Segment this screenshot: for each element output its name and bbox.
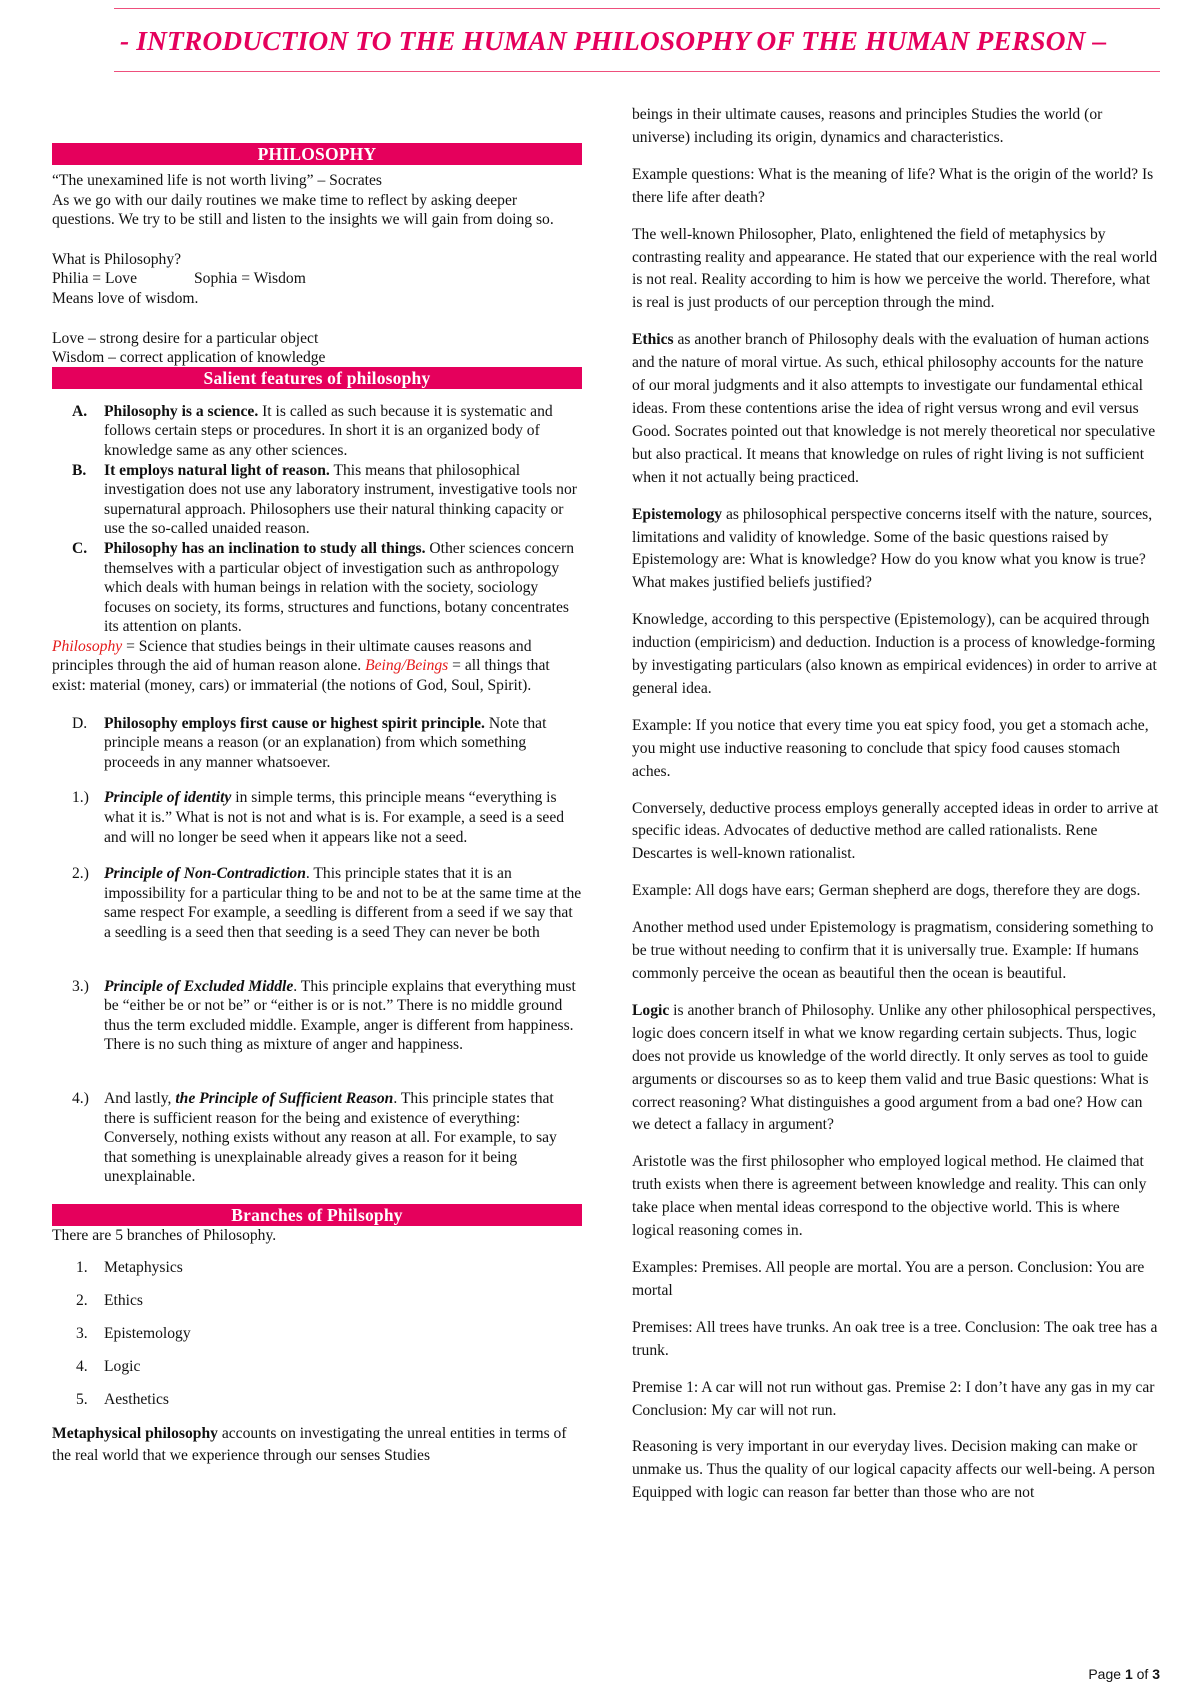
feature-d	[52, 714, 582, 773]
list-item: 4.) And lastly, the Principle of Sufficient Reason. This principle states that there is sufficient reason for the being and existence of everything: Conversely, nothing exists without any reason at all. For example, to say that something is unexplainable already gives a reason for it being unexplainable.	[72, 1089, 557, 1186]
list-item: 2. Ethics	[76, 1291, 143, 1309]
intro-paragraph: As we go with our daily routines we make time to reflect by asking deeper questions. We try to be still and listen to the insights we will gain from doing so.	[52, 191, 554, 229]
left-column	[52, 143, 582, 1468]
section-heading-salient-features: Salient features of philosophy	[52, 367, 582, 389]
paragraph: Reasoning is very important in our everyday lives. Decision making can make or unmake us. Thus the quality of our logical capacity affects our well-being. A person Equipped with logic can reason far better than those who are not	[632, 1438, 1155, 1502]
document-title: - INTRODUCTION TO THE HUMAN PHILOSOPHY OF THE HUMAN PERSON –	[120, 25, 1107, 56]
sophia-term: Sophia = Wisdom	[194, 270, 306, 288]
paragraph: Conversely, deductive process employs generally accepted ideas in order to arrive at specific ideas. Advocates of deductive method are called rationalists. Rene Descartes is well-known rationalist.	[632, 799, 1159, 863]
philosophy-definition: Philosophy = Science that studies beings in their ultimate causes reasons and principles through the aid of human reason alone. Being/Beings = all things that exist: material (money, cars) or immaterial (the notions of God, Soul, Spirit).	[52, 637, 550, 695]
metaphysics-paragraph: Metaphysical philosophy accounts on investigating the unreal entities in terms of the real world that we experience through our senses Studies	[52, 1424, 567, 1465]
list-item: 1.) Principle of identity in simple terms, this principle means “everything is what it is.” What is not is not and what is is. For example, a seed is a seed and will no longer be seed when it appears like not a seed.	[72, 789, 565, 846]
etymology-line	[52, 269, 582, 289]
page-number: Page 1 of 3	[1088, 1666, 1160, 1682]
list-item: 4. Logic	[76, 1357, 141, 1375]
paragraph: Knowledge, according to this perspective (Epistemology), can be acquired through induction (empiricism) and deduction. Induction is a process of knowledge-forming by investigating particulars (also known as empirical evidences) in order to arrive at general idea.	[632, 611, 1157, 697]
list-item: 5. Aesthetics	[76, 1390, 169, 1408]
list-item: D. Philosophy employs first cause or highest spirit principle. Note that principle means a reason (or an explanation) from which something proceeds in any manner whatsoever.	[72, 714, 547, 771]
epistemology-paragraph: Epistemology as philosophical perspective concerns itself with the nature, sources, limitations and validity of knowledge. Some of the basic questions raised by Epistemology are: What is knowledge? How do you know what you know is true? What makes justified beliefs justified?	[632, 505, 1153, 592]
list-item: 3.) Principle of Excluded Middle. This principle explains that everything must be “either be or not be” or “either is or is not.” There is no middle ground thus the term excluded middle. Example, anger is different from happiness. There is no such thing as mixture of anger and happiness.	[72, 977, 576, 1054]
list-item: C. Philosophy has an inclination to study all things. Other sciences concern themselves with a particular object of investigation such as anthropology which deals with human beings in relation with the society, sociology focuses on society, its forms, structures and functions, botany concentrates its attention on plants.	[72, 539, 575, 636]
paragraph: Premise 1: A car will not run without gas. Premise 2: I don’t have any gas in my car Conclusion: My car will not run.	[632, 1378, 1155, 1419]
features-list	[52, 402, 582, 637]
what-is-philosophy: What is Philosophy?	[52, 250, 182, 268]
list-item: 2.) Principle of Non-Contradiction. This principle states that it is an impossibility for a particular thing to be and not to be at the same time at the same respect For example, a seedling is different from a seed if we say that a seedling is a seed then that seeding is a seed They can never be both	[72, 865, 582, 941]
ethics-paragraph: Ethics as another branch of Philosophy deals with the evaluation of human actions and the nature of moral virtue. As such, ethical philosophy accounts for the nature of our moral judgments and it also attempts to investigate our fundamental ethical ideas. From these contentions arise the idea of right versus wrong and evil versus Good. Socrates pointed out that knowledge is not merely theoretical nor speculative but also practical. It means that knowledge on rules of right living is not sufficient when it not actually being practiced.	[632, 331, 1156, 486]
paragraph: Example questions: What is the meaning of life? What is the origin of the world? Is there life after death?	[632, 165, 1154, 206]
list-item: B. It employs natural light of reason. This means that philosophical investigation does not use any laboratory instrument, investigative tools nor supernatural approach. Philosophers use their natural thinking capacity or use the so-called unaided reason.	[72, 461, 577, 538]
paragraph: Premises: All trees have trunks. An oak tree is a tree. Conclusion: The oak tree has a trunk.	[632, 1318, 1158, 1359]
paragraph: beings in their ultimate causes, reasons and principles Studies the world (or universe) including its origin, dynamics and characteristics.	[632, 106, 1103, 146]
paragraph: Example: If you notice that every time you eat spicy food, you get a stomach ache, you might use inductive reasoning to conclude that spicy food causes stomach aches.	[632, 716, 1149, 780]
philia-term: Philia = Love	[52, 270, 138, 288]
paragraph: Examples: Premises. All people are mortal. You are a person. Conclusion: You are mortal	[632, 1258, 1145, 1299]
list-item: 3. Epistemology	[76, 1324, 191, 1342]
socrates-quote: “The unexamined life is not worth living” – Socrates	[52, 172, 382, 189]
section-heading-branches: Branches of Philsophy	[52, 1204, 582, 1226]
principles-list	[52, 788, 582, 1187]
right-column	[632, 104, 1160, 1519]
page-header	[114, 8, 1160, 72]
list-item: 1. Metaphysics	[76, 1258, 183, 1276]
love-definition: Love – strong desire for a particular object	[52, 329, 319, 347]
paragraph: Aristotle was the first philosopher who employed logical method. He claimed that truth exists when there is agreement between knowledge and reality. This can only take place when mental ideas correspond to the objective world. This is where logical reasoning comes in.	[632, 1153, 1147, 1240]
logic-paragraph: Logic is another branch of Philosophy. Unlike any other philosophical perspectives, logic does concern itself in what we know regarding certain subjects. Thus, logic does not provide us knowledge of the world directly. It only serves as tool to guide arguments or discourses so as to keep them valid and true Basic questions: What is correct reasoning? What distinguishes a good argument from a bad one? How can we detect a fallacy in argument?	[632, 1001, 1156, 1134]
paragraph: Example: All dogs have ears; German shepherd are dogs, therefore they are dogs.	[632, 882, 1141, 900]
list-item: A. Philosophy is a science. It is called as such because it is systematic and follows certain steps or procedures. In short it is an organized body of knowledge same as any other sciences.	[72, 402, 553, 459]
wisdom-definition: Wisdom – correct application of knowledge	[52, 349, 326, 367]
branches-list	[52, 1258, 582, 1423]
paragraph: The well-known Philosopher, Plato, enlightened the field of metaphysics by contrasting reality and appearance. He stated that our experience with the real world is not real. Reality according to him is how we perceive the world. Therefore, what is real is just products of our perception through the mind.	[632, 225, 1158, 312]
section-heading-philosophy: PHILOSOPHY	[52, 143, 582, 165]
paragraph: Another method used under Epistemology is pragmatism, considering something to be true without needing to confirm that it is universally true. Example: If humans commonly perceive the ocean as beautiful then the ocean is beautiful.	[632, 919, 1154, 982]
means-line: Means love of wisdom.	[52, 289, 199, 307]
branches-intro: There are 5 branches of Philosophy.	[52, 1226, 277, 1244]
